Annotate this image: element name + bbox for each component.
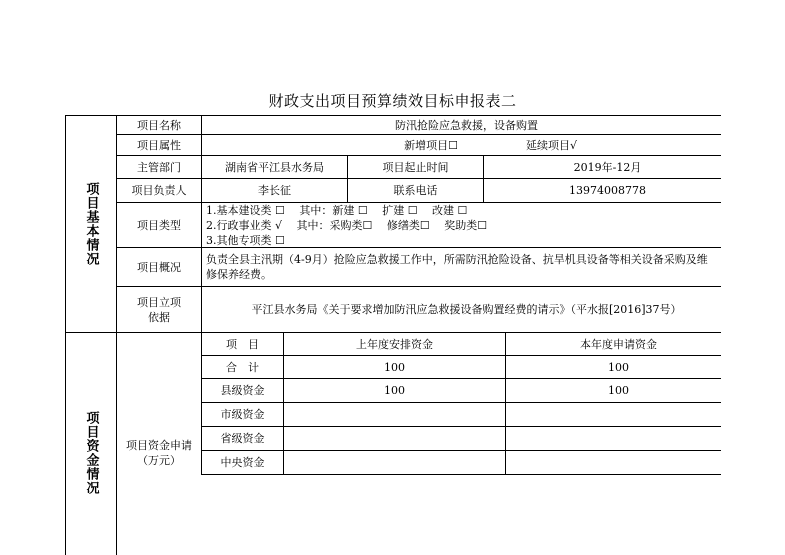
fund-row-this xyxy=(505,450,721,474)
funds-label-line2: （万元） xyxy=(137,453,181,467)
fund-row-last xyxy=(283,450,505,474)
fund-row-this xyxy=(505,402,721,426)
overview-value: 负责全县主汛期（4-9月）抢险应急救援工作中，所需防汛抢险设备、抗旱机具设备等相关设备采购及维修保养经费。 xyxy=(201,247,721,286)
col-this-year-header: 本年度申请资金 xyxy=(505,332,721,355)
fund-row-this: 100 xyxy=(505,378,721,402)
fund-row-this: 100 xyxy=(505,355,721,378)
section-basic-cell xyxy=(65,115,116,332)
owner-label: 项目负责人 xyxy=(116,178,201,202)
attr-continue-project xyxy=(466,134,721,155)
page-title: 财政支出项目预算绩效目标申报表二 xyxy=(268,92,517,110)
attr-continue-text: 延续项目√ xyxy=(526,138,578,152)
fund-row-item: 中央资金 xyxy=(201,450,283,474)
col-last-year-header: 上年度安排资金 xyxy=(283,332,505,355)
report-table xyxy=(65,115,721,555)
fund-row-last xyxy=(283,402,505,426)
type-label: 项目类型 xyxy=(116,202,201,247)
fund-row-last: 100 xyxy=(283,378,505,402)
phone-value: 13974008778 xyxy=(483,178,721,202)
section-basic-label: 项目基本情况 xyxy=(83,182,99,266)
fund-row-this xyxy=(505,426,721,450)
col-item-header: 项 目 xyxy=(201,332,283,355)
fund-row-last xyxy=(283,426,505,450)
fund-row-item: 市级资金 xyxy=(201,402,283,426)
owner-value: 李长征 xyxy=(201,178,347,202)
project-attr-label: 项目属性 xyxy=(116,134,201,155)
type-options xyxy=(201,202,721,247)
type-line-other: 3.其他专项类 ☐ xyxy=(206,233,285,247)
fund-row-item: 合 计 xyxy=(201,355,283,378)
basis-label xyxy=(116,286,201,332)
fund-row-item: 县级资金 xyxy=(201,378,283,402)
section-funds-label: 项目资金情况 xyxy=(83,410,99,495)
type-line-basic: 1.基本建设类 ☐ 其中：新建 ☐ 扩建 ☐ 改建 ☐ xyxy=(206,203,468,217)
dept-label: 主管部门 xyxy=(116,155,201,178)
fund-row-last: 100 xyxy=(283,355,505,378)
dept-value: 湖南省平江县水务局 xyxy=(201,155,347,178)
period-label: 项目起止时间 xyxy=(347,155,483,178)
basis-label-line1: 项目立项 xyxy=(137,295,181,309)
funds-label-line1: 项目资金申请 xyxy=(126,438,192,452)
section-funds-cell xyxy=(65,332,116,555)
type-line-admin: 2.行政事业类 √ 其中：采购类☐ 修缮类☐ 奖助类☐ xyxy=(206,218,488,232)
funds-label xyxy=(116,332,201,555)
basis-label-line2: 依据 xyxy=(148,310,170,324)
project-name-label: 项目名称 xyxy=(116,115,201,134)
table-bottom-rule xyxy=(201,474,721,475)
attr-new-text: 新增项目☐ xyxy=(404,138,458,152)
basis-value: 平江县水务局《关于要求增加防汛应急救援设备购置经费的请示》（平水报[2016]37号） xyxy=(201,286,721,332)
project-name-value: 防汛抢险应急救援，设备购置 xyxy=(201,115,721,134)
phone-label: 联系电话 xyxy=(347,178,483,202)
attr-new-project xyxy=(201,134,466,155)
period-value: 2019年-12月 xyxy=(483,155,721,178)
fund-row-item: 省级资金 xyxy=(201,426,283,450)
overview-label: 项目概况 xyxy=(116,247,201,286)
